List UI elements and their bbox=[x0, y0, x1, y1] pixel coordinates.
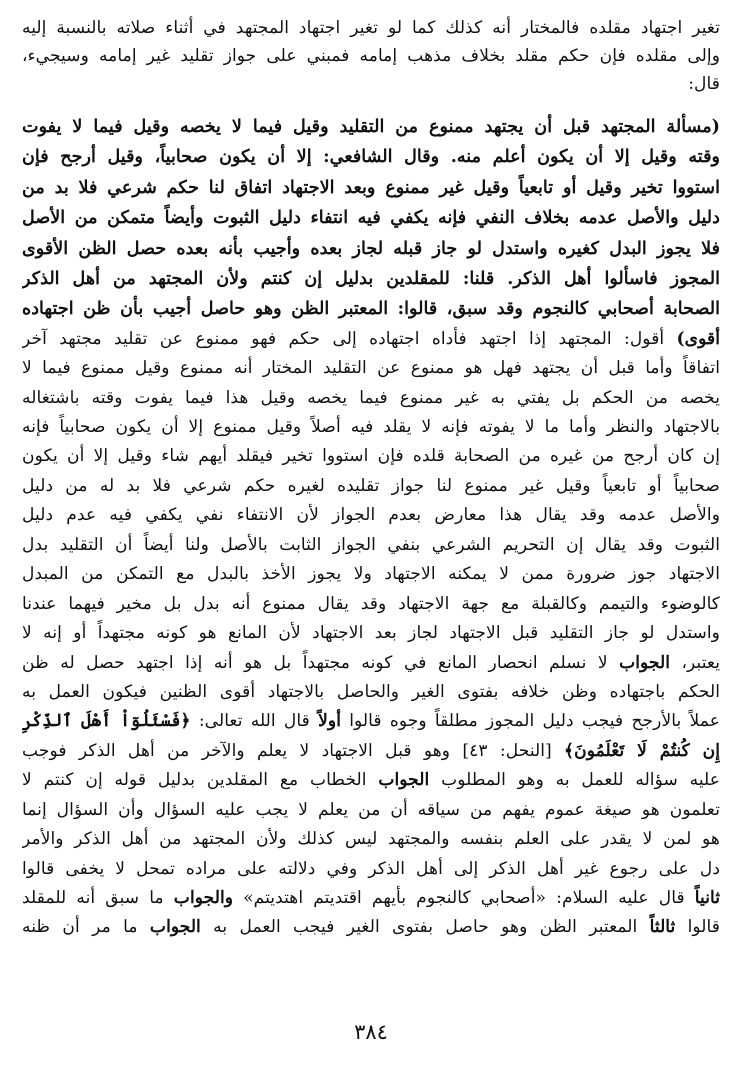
text-run: ما مر أن ظنه bbox=[22, 917, 150, 938]
text-run: يعتبر، bbox=[670, 652, 720, 673]
bold-word: والجواب bbox=[173, 888, 234, 909]
text-line: تعلمون هو صيغة عموم يفهم من سياقه أن من يعلم لا يجب عليه السؤال وأن السؤال إنما bbox=[22, 799, 720, 820]
text-line bbox=[22, 766, 720, 795]
text-line bbox=[22, 649, 720, 678]
text-line: والأصل عدمه وقد يقال هذا معارض بعدم الجواز لأن الانتفاء نفي يكفي فيه عدم دليل bbox=[22, 505, 720, 526]
intro-paragraph bbox=[22, 14, 720, 98]
text-line: هو لمن لا يقدر على العلم بنفسه والمجتهد ليس كذلك ولأن المجتهد من أهل الذكر والأمر bbox=[22, 829, 720, 850]
text-line: صحابياً أو تابعياً وقيل غير ممنوع لنا جواز تقليده لغيره حكم شرعي فلا بد له من دليل bbox=[22, 475, 720, 496]
text-line: دل على رجوع غير أهل الذكر إلى أهل الذكر وفي دلالته على مراده تمحل لا يخفى قالوا bbox=[22, 858, 720, 879]
commentary-paragraph bbox=[22, 325, 720, 943]
text-line bbox=[22, 325, 720, 354]
text-line: المجوز فاسألوا أهل الذكر. قلنا: للمقلدين بدليل إن كنتم ولأن المجتهد من أهل الذكر bbox=[22, 267, 720, 289]
text-line: دليل والأصل عدمه بخلاف النفي فإنه يكفي فيه انتفاء دليل الثبوت وأيضاً متمكن من الأصل bbox=[22, 207, 720, 229]
text-run: قالوا bbox=[675, 917, 720, 938]
text-run: عليه سؤاله للعمل به وهو المطلوب bbox=[429, 770, 720, 791]
text-line: الاجتهاد جوز ضرورة ممن لا يمكنه الاجتهاد ولا يجوز الأخذ بالبدل مع التمكن من المبدل bbox=[22, 564, 720, 585]
text-line: وإلى مقلده فإن حكم مقلد بخلاف مذهب إمامه فمبني على جواز تقليد غير إمامه وسيجيء، bbox=[22, 46, 720, 66]
bold-word: أولاً bbox=[318, 711, 341, 732]
text-run: عملاً بالأرجح فيجب دليل المجوز مطلقاً وجوه قالوا bbox=[340, 711, 720, 732]
text-line: واستدل لو جاز التقليد قبل الاجتهاد لجاز بعد الاجتهاد لأن المانع هو كونه مجتهداً أو إنه لا bbox=[22, 623, 720, 644]
matn-bold-paragraph bbox=[22, 112, 720, 325]
bold-word: ثالثاً bbox=[649, 917, 676, 938]
quran-verse: إِن كُنتُمْ لَا تَعْلَمُونَ﴾ bbox=[564, 740, 720, 761]
text-line: كالوضوء والتيمم وكالقبلة مع جهة الاجتهاد وقد يقال ممنوع أنه بدل بل مخير فيهما عندنا bbox=[22, 593, 720, 614]
text-line: قال: bbox=[688, 74, 720, 94]
text-run: أقول: المجتهد إذا اجتهد فأداه اجتهاده إلى حكم فهو ممنوع عن تقليد مجتهد آخر bbox=[22, 328, 677, 349]
text-line: يخصه من الحكم بل يفتي به غير ممنوع فيما يخصه وقيل هذا فيما يفوت وقته باشتغاله bbox=[22, 387, 720, 408]
text-run: ما سبق أنه للمقلد bbox=[22, 888, 174, 909]
text-run: لا نسلم انحصار المانع في كونه مجتهداً بل هو أنه إذا اجتهد حصل له ظن bbox=[22, 652, 620, 673]
page-number: ٣٨٤ bbox=[354, 1020, 388, 1044]
text-line: الثبوت وقد يقال إن التحريم الشرعي بنفي الجواز الثابت بالأصل ولنا أيضاً أن التقليد بدل bbox=[22, 534, 720, 555]
text-line bbox=[22, 707, 720, 736]
bold-word: الجواب bbox=[378, 770, 430, 791]
text-line: الصحابة أصحابي كالنجوم وقد سبق، قالوا: المعتبر الظن وهو حاصل أجيب بأن ظن اجتهاده bbox=[22, 298, 720, 320]
text-line: إن كان أرجح من غيره من الصحابة قلده فإن استووا تخير فيقلد أيهم شاء وقيل إلا أن يكون bbox=[22, 446, 720, 467]
page-text-body bbox=[22, 14, 720, 943]
text-run: المعتبر الظن وهو حاصل بفتوى الغير فيجب العمل به bbox=[200, 917, 650, 938]
text-run: الخطاب مع المقلدين بدليل قوله إن كنتم لا bbox=[22, 770, 379, 791]
bold-word: الجواب bbox=[619, 652, 671, 673]
text-line: تغير اجتهاد مقلده فالمختار أنه كذلك كما لو تغير اجتهاد المجتهد في أثناء صلاته بالنسبة إليه bbox=[22, 18, 720, 38]
bold-word: أقوى) bbox=[676, 328, 720, 349]
text-line: فلا يجوز البدل كغيره واستدل لو جاز قبله لجاز بعده وأجيب بأنه بعده حصل الظن الأقوى bbox=[22, 237, 720, 259]
bold-word: ثانياً bbox=[694, 888, 720, 909]
text-line: بالاجتهاد والنظر وأما ما لا يفوته فإنه لا يقلد فيه أصلاً وقيل ممنوع إلا أن يكون صحابياً فإنه bbox=[22, 417, 720, 438]
text-line bbox=[22, 737, 720, 766]
text-line: وقته وقيل إلا أن يكون أعلم منه. وقال الشافعي: إلا أن يكون صحابياً، وقيل أرجح فإن bbox=[22, 146, 720, 168]
text-run: [النحل: ٤٣] وهو قبل الاجتهاد لا يعلم والآخر من أهل الذكر فوجب bbox=[22, 740, 565, 761]
quran-verse: ﴿فَسْئَلُوٓاْ أَهْلَ ٱلذِّكْرِ bbox=[22, 711, 191, 732]
text-run: قال عليه السلام: «أصحابي كالنجوم بأيهم اقتديتم اهتديتم» bbox=[233, 888, 695, 909]
text-run: قال الله تعالى: bbox=[190, 711, 319, 732]
text-line: الحكم باجتهاده وظن خلافه بفتوى الغير والحاصل بالاجتهاد أقوى الظنين فيكون العمل به bbox=[22, 681, 720, 702]
text-line: اتفاقاً وأما قبل أن يجتهد فهل هو ممنوع عن التقليد المختار أنه ممنوع وقيل ممنوع فيما لا bbox=[22, 358, 720, 379]
text-line: (مسألة المجتهد قبل أن يجتهد ممنوع من التقليد وقيل فيما لا يخصه وقيل فيما لا يفوت bbox=[22, 116, 720, 137]
bold-word: الجواب bbox=[149, 917, 201, 938]
text-line: استووا تخير وقيل أو تابعياً وقيل غير ممنوع وبعد الاجتهاد اتفاق لنا حكم شرعي فلا بد من bbox=[22, 176, 720, 198]
text-line bbox=[22, 913, 720, 942]
text-line bbox=[22, 884, 720, 913]
